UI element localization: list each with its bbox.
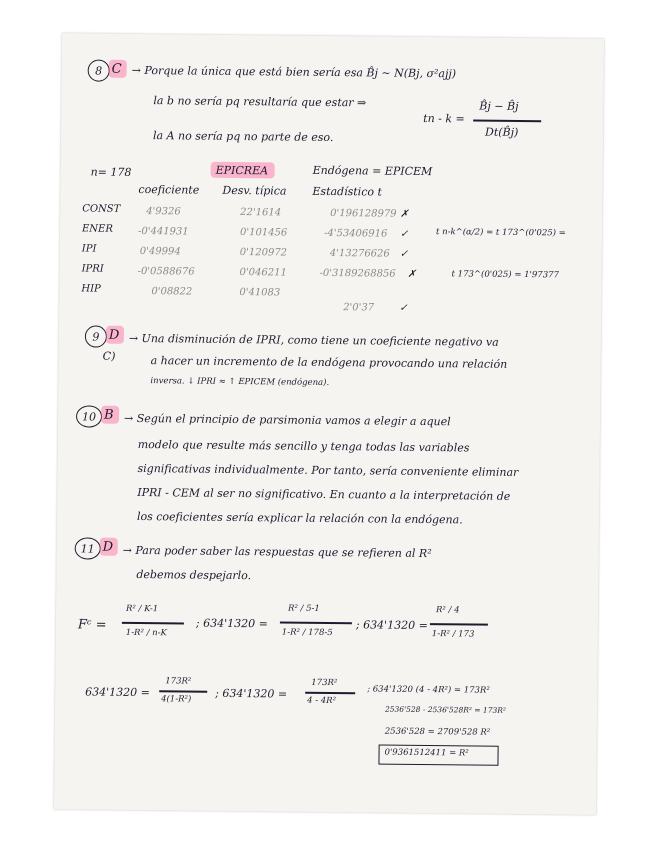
question-number-8: 8 xyxy=(88,59,110,81)
eq2-denominator: 4 - 4R² xyxy=(307,695,337,707)
row-mark: ✓ xyxy=(399,248,409,260)
eq1-denominator: 4(1-R²) xyxy=(161,694,192,705)
header-endogena: Endógena = EPICEM xyxy=(312,163,433,179)
eq1-lhs: 634'1320 = xyxy=(85,685,150,700)
t-critical-setup: t n-k^(α/2) = t 173^(0'025) = xyxy=(435,227,566,239)
row-var: IPI xyxy=(81,243,97,255)
row-t: 4'13276626 xyxy=(329,247,390,260)
row-t: 0'196128979 xyxy=(330,208,397,220)
row-coef: -0'0588676 xyxy=(137,265,195,278)
r-squared-result: 0'9361512411 = R² xyxy=(384,747,469,759)
row-t: -0'3189268856 xyxy=(319,267,396,280)
row-var: IPRI xyxy=(81,263,104,275)
q10-line3: significativas individualmente. Por tanto, sería conveniente eliminar xyxy=(137,461,519,479)
f3-numerator: R² / 4 xyxy=(436,605,460,616)
eq4: 2536'528 - 2536'528R² = 173R² xyxy=(384,704,506,715)
q9-line2: a hacer un incremento de la endógena provocando una relación xyxy=(150,354,508,371)
row-mark: ✗ xyxy=(400,208,409,220)
col-coeficiente: coeficiente xyxy=(138,182,200,197)
row-t: 2'0'37 xyxy=(343,302,375,314)
eq2-lhs: ; 634'1320 = xyxy=(215,686,288,701)
eq3: ; 634'1320 (4 - 4R²) = 173R² xyxy=(367,684,490,696)
fraction-bar xyxy=(280,621,352,623)
q10-line4: IPRI - CEM al ser no significativo. En cuanto a la interpretación de xyxy=(137,485,511,503)
formula-numerator: B̂j − B̂j xyxy=(479,99,519,113)
formula-denominator: Dt(B̂j) xyxy=(484,125,519,139)
question-number-10: 10 xyxy=(76,405,102,427)
f3-lhs: ; 634'1320 = xyxy=(355,618,428,633)
q9-alt-answer: C) xyxy=(102,349,116,363)
f2-denominator: 1-R² / 178-5 xyxy=(281,627,333,639)
question-number-11: 11 xyxy=(75,537,101,559)
q10-line1: → Según el principio de parsimonia vamos a elegir a aquel xyxy=(123,411,451,429)
answer-q9: D xyxy=(108,327,120,343)
row-var: ENER xyxy=(81,223,113,235)
sample-size: n= 178 xyxy=(90,165,132,179)
row-mark: ✓ xyxy=(399,228,409,240)
q9-line3: inversa. ↓ IPRI ≈ ↑ EPICEM (endógena). xyxy=(150,376,330,388)
row-coef: 0'08822 xyxy=(151,286,193,298)
row-desv: 0'101456 xyxy=(239,227,288,239)
f1-numerator: R² / K-1 xyxy=(126,603,159,615)
fraction-bar xyxy=(305,692,355,694)
t-critical-value: t 173^(0'025) = 1'97377 xyxy=(451,269,559,281)
notebook-page xyxy=(54,33,604,815)
formula-lhs: tn - k = xyxy=(423,111,465,126)
row-desv: 22'1614 xyxy=(240,207,282,219)
eq5: 2536'528 = 2709'528 R² xyxy=(384,726,491,738)
q8-line2: la b no sería pq resultaría que estar ⇒ xyxy=(153,94,367,110)
q11-line2: debemos despejarlo. xyxy=(136,567,252,583)
row-coef: -0'441931 xyxy=(137,225,189,238)
f1-denominator: 1-R² / n-K xyxy=(125,627,167,639)
f-lhs: Fᶜ = xyxy=(77,617,107,633)
row-coef: 4'9326 xyxy=(146,206,181,218)
row-desv: 0'046211 xyxy=(239,267,287,279)
q9-line1: → Una disminución de IPRI, como tiene un coeficiente negativo va xyxy=(128,331,499,349)
row-coef: 0'49994 xyxy=(139,246,181,258)
row-desv: 0'41083 xyxy=(239,287,281,299)
q11-line1: → Para poder saber las respuestas que se refieren al R² xyxy=(122,543,432,561)
answer-q8: C xyxy=(111,61,122,77)
f2-lhs: ; 634'1320 = xyxy=(195,616,268,631)
answer-q11: D xyxy=(102,539,114,555)
header-epicrea: EPICREA xyxy=(215,163,269,178)
row-var: CONST xyxy=(82,203,121,215)
row-var: HIP xyxy=(81,283,101,295)
fraction-bar xyxy=(122,622,184,624)
q10-line2: modelo que resulte más sencillo y tenga todas las variables xyxy=(137,437,470,455)
eq1-numerator: 173R² xyxy=(165,676,192,687)
f3-denominator: 1-R² / 173 xyxy=(431,629,475,640)
row-mark: ✗ xyxy=(407,268,417,280)
q8-line3: la A no sería pq no parte de eso. xyxy=(152,129,334,145)
question-number-9: 9 xyxy=(85,325,107,347)
row-mark: ✓ xyxy=(399,302,408,314)
fraction-bar xyxy=(473,119,541,121)
f2-numerator: R² / 5-1 xyxy=(288,603,320,614)
row-t: -4'53406916 xyxy=(323,227,388,240)
fraction-bar xyxy=(159,690,207,692)
row-desv: 0'120972 xyxy=(239,247,288,259)
col-estadistico: Estadístico t xyxy=(312,184,382,199)
q10-line5: los coeficientes sería explicar la relación con la endógena. xyxy=(136,509,463,527)
col-desv-tipica: Desv. típica xyxy=(222,183,287,198)
eq2-numerator: 173R² xyxy=(311,677,338,689)
answer-q10: B xyxy=(104,407,114,423)
fraction-bar xyxy=(430,623,488,625)
q8-line1: → Porque la única que está bien sería esa B̂j ~ N(Bj, σ²ajj) xyxy=(131,63,457,81)
